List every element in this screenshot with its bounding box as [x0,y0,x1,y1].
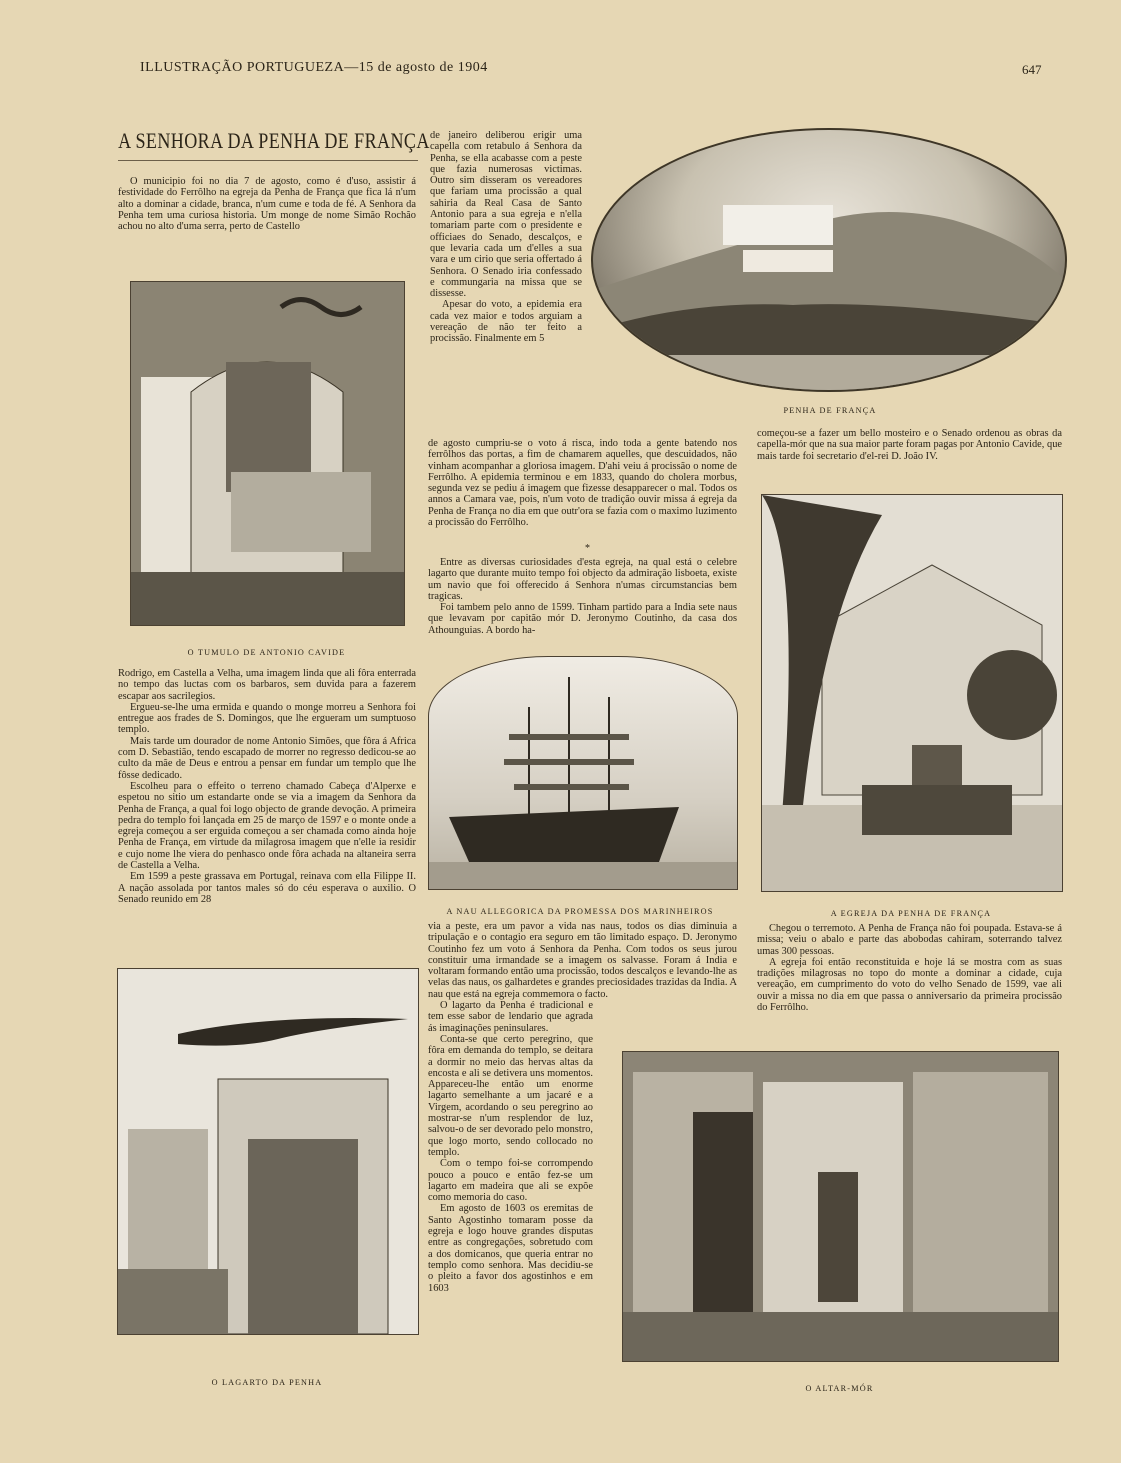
nau-photo [428,656,738,890]
col1-mid-text: Rodrigo, em Castella a Velha, uma imagem linda que ali fôra enterrada no tempo das luctas com os barbaros, sem duvida para a fazerem escapar aos sacrilegios. Ergueu-se-lhe uma ermida e quando o monge morreu a Senhora foi entregue aos frades de S. Domingos, que lhe ergueram um sumptuoso templo. Mais tarde um dourador de nome Antonio Simões, que fôra á Africa com D. Sebastião, tendo escapado de morrer no regresso dedicou-se ao culto da mãe de Deus e entrou a pensar em fundar um templo que lhe fôsse dedicado. Escolheu para o effeito o terreno chamado Cabeça d'Alperxe e espetou no sitio um estandarte onde se via a imagem da Senhora da Penha de França, a qual foi logo objecto de grande devoção. A primeira pedra do templo foi lançada em 25 de março de 1597 e o monte onde a egreja começou a ser erguida começou a ser chamada como ainda hoje Penha de França, em virtude da milagrosa imagem que n'elle ia residir e cujo nome lhe viera do penhasco onde fôra achada na altaneira serra de Castella a Velha. Em 1599 a peste grassava em Portugal, reinava com ella Filippe II. A nação assolada por tantos males só do céu esperava o auxilio. O Senado reunido em 28 [118,668,416,905]
tumulo-photo [130,281,405,626]
caption-tumulo: O TUMULO DE ANTONIO CAVIDE [187,648,346,657]
col3-mid-text: Chegou o terremoto. A Penha de França não foi poupada. Estava-se á missa; veiu o abalo e parte das abobodas cahiram, soterrando talvez umas 300 pessoas. A egreja foi então reconstituida e hoje lá se mostra com as suas tradições milagrosas no topo do monte a dominar a cidade, cuja vereação, em cumprimento do voto do velho Senado de 1599, vae ali ouvir a missa no dia em que passa o anniversario da primeira procissão do Ferrôlho. [757,923,1062,1014]
col2-top-text: de janeiro deliberou erigir uma capella com retabulo á Senhora da Penha, se ella acabasse com a peste que fazia numerosas victimas. Outro sim disseram os vereadores que fariam uma procissão a qual sahiria da Real Casa de Santo Antonio para a sua egreja e n'ella tomariam parte com o presidente e officiaes do Senado, descalços, e que levaria cada um d'elles a sua vara e um cirio que seria offertado á Senhora. O Senado iria confessado e commungaria na missa que se dissesse. Apesar do voto, a epidemia era cada vez maior e todos arguiam a vereação de não ter feito a procissão. Finalmente em 5 [430,130,582,345]
caption-penha: PENHA DE FRANÇA [783,406,877,415]
caption-nau: A NAU ALLEGORICA DA PROMESSA DOS MARINHEIROS [446,907,714,916]
col2-mid-text: via a peste, era um pavor a vida nas naus, todos os dias diminuia a tripulação e o contagio era seguro em tão limitado espaço. D. Jeronymo Coutinho fez um voto á Senhora da Penha. Com todos os seus jurou constituir uma irmandade se a imagem os salvasse. Foram á India e voltaram formando então uma procissão, todos descalços e levando-lhe as velas das naus, os galhardetes e grandes preciosidades trazidas da India. A nau que está na egreja commemora o facto. O lagarto da Penha é tradicional e tem esse sabor de lendario que agrada ás imaginações peninsulares. Conta-se que certo peregrino, que fôra em demanda do templo, se deitara a dormir no meio das hervas altas da encosta e ali se detivera uns momentos. Appareceu-lhe então um enorme lagarto semelhante a um jacaré e a Virgem, acordando o seu peregrino ao mostrar-se n'um resplendor de luz, salvou-o de ser devorado pelo monstro, que logo morto, sendo collocado no templo. Com o tempo foi-se corrompendo pouco a pouco e então fez-se um lagarto em madeira que ali se expõe como memoria do caso. Em agosto de 1603 os eremitas de Santo Agostinho tomaram posse da egreja e logo houve grandes disputas entre as congregações, sobretudo com a dos domicanos, que queria entrar no templo como senhora. Mas decidiu-se o pleito a favor dos agostinhos e em 1603 [428,921,737,1294]
col3-top-text: começou-se a fazer um bello mosteiro e o Senado ordenou as obras da capella-mór que na sua maior parte foram pagas por Antonio Cavide, que mais tarde foi secretario d'el-rei D. João IV. [757,428,1062,462]
wide-paragraph-2: Entre as diversas curiosidades d'esta egreja, na qual está o celebre lagarto que durante muito tempo foi objecto da admiração lisboeta, existe um navio que foi offerecido á Senhora n'umas circumstancias bem tragicas. Foi tambem pelo anno de 1599. Tinham partido para a India sete naus que levavam por capitão mór D. Jeronymo Coutinho, da casa dos Athounguias. A bordo ha- [428,557,737,636]
title-rule [118,160,418,161]
caption-egreja: A EGREJA DA PENHA DE FRANÇA [830,909,992,918]
wide-paragraph: de agosto cumpriu-se o voto á risca, indo toda a gente batendo nos ferrôlhos das portas, a fim de chamarem aquelles, que descuidados, não vinham acompanhar a gloriosa imagem. D'ahi veiu á procissão o nome de Ferrôlho. A epidemia terminou e em 1833, quando do cholera morbus, segunda vez se pediu á imagem que fizesse desapparecer o mal. Todos os annos a Camara vae, pois, n'um voto de tradição ouvir missa á egreja da Penha de França no dia em que outr'ora se fazia com o maximo luzimento a procissão do Ferrôlho. [428,438,737,529]
caption-lagarto: O LAGARTO DA PENHA [211,1378,323,1387]
col1-top-text: O municipio foi no dia 7 de agosto, como é d'uso, assistir á festividade do Ferrôlho na egreja da Penha de França que fica lá n'um alto a dominar a cidade, branca, n'um cume e toda de fé. A Senhora da Penha tem uma curiosa historia. Um monge de nome Simão Rochão achou no alto d'uma serra, perto de Castello [118,176,416,233]
egreja-photo [761,494,1063,892]
caption-altar: O ALTAR-MÓR [805,1384,874,1393]
penha-photo [591,128,1067,392]
page-number: 647 [1022,62,1042,77]
lagarto-photo [117,968,419,1335]
separator-star: * [585,543,590,554]
article-title: A SENHORA DA PENHA DE FRANÇA [118,128,430,153]
running-header: ILLUSTRAÇÃO PORTUGUEZA—15 de agosto de 1904 [140,60,488,75]
altar-photo [622,1051,1059,1362]
